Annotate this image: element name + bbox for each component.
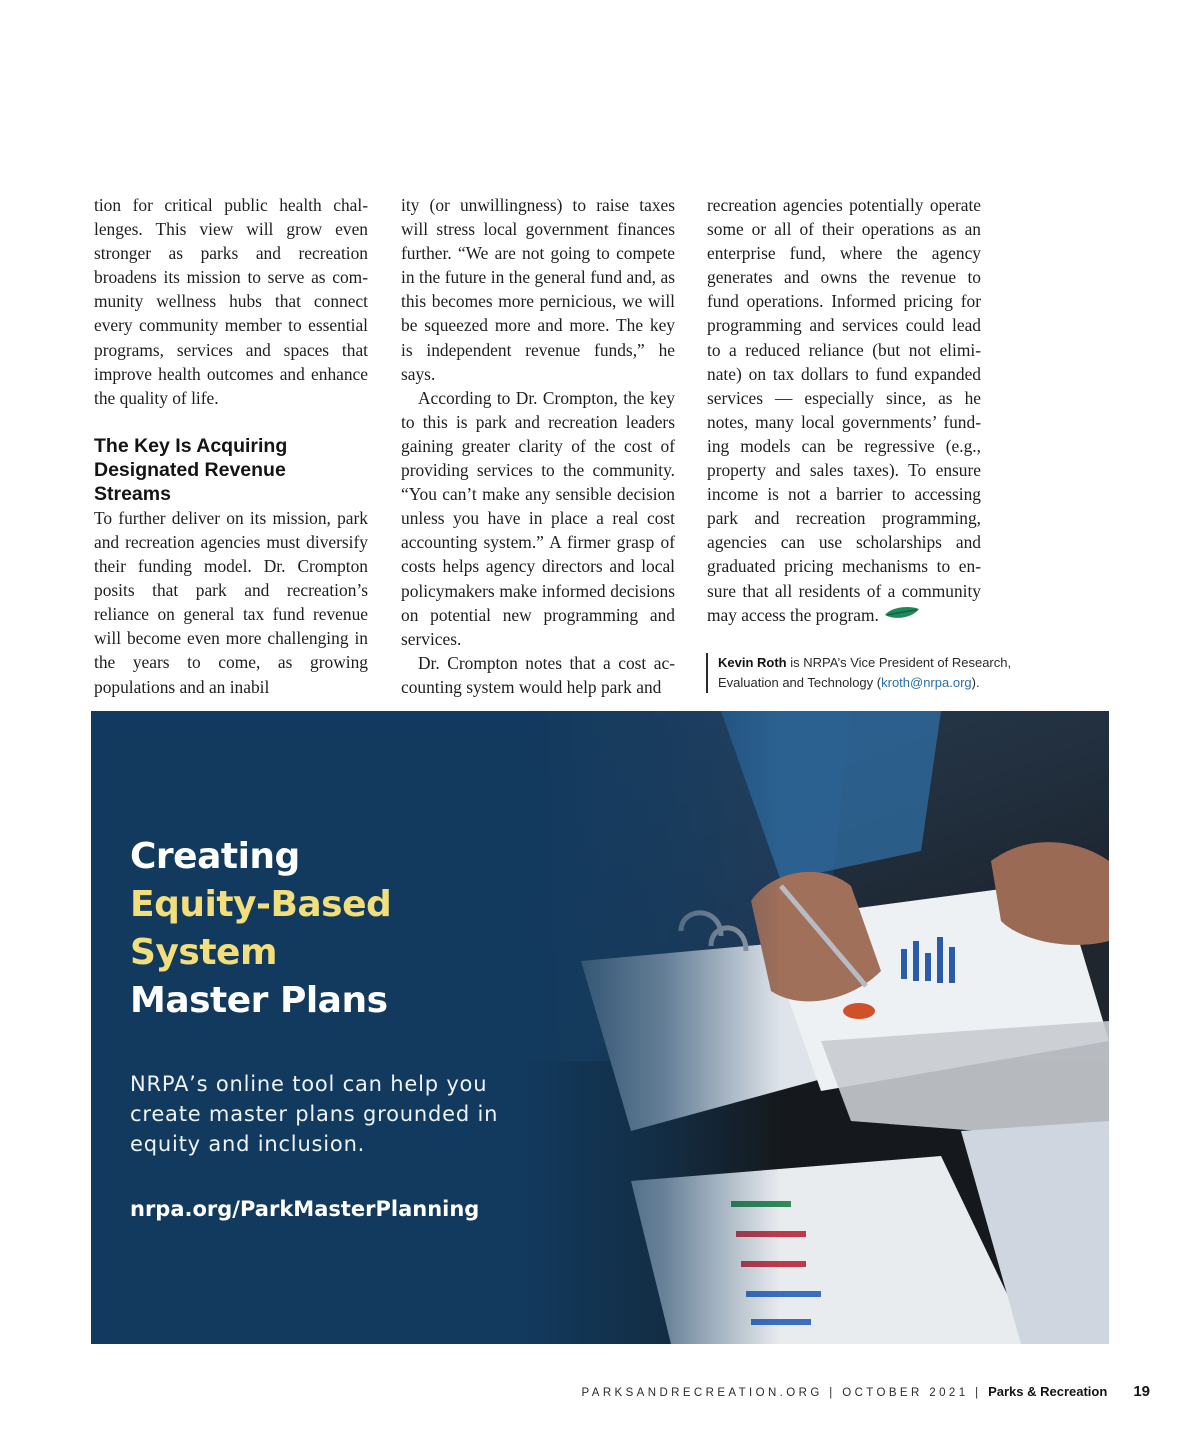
office-documents-photo — [521, 711, 1109, 1344]
article-column-1 — [94, 193, 368, 699]
article-column-3 — [707, 193, 981, 629]
ad-url-link[interactable]: nrpa.org/ParkMasterPlanning — [130, 1197, 480, 1221]
author-name: Kevin Roth — [718, 655, 787, 670]
ad-description: NRPA’s online tool can help you create master plans grounded in equity and inclusion. — [130, 1072, 499, 1156]
photo-gradient-overlay — [521, 711, 781, 1344]
page-footer — [0, 1383, 1150, 1400]
ad-headline-line-2: Equity-Based System — [130, 884, 392, 973]
author-bio-close: ). — [971, 675, 980, 690]
footer-site-date: PARKSANDRECREATION.ORG | OCTOBER 2021 | — [581, 1387, 989, 1399]
article-paragraph: tion for critical public health challenges. This view will grow even stronger as parks and recreation broadens its mission to serve as community wellness hubs that connect every community member to essential programs, services and spaces that improve health outcomes and enhance the quality of life. — [94, 195, 368, 408]
article-paragraph: According to Dr. Crompton, the key to this is park and recreation leaders gaining greater clarity of the cost of providing services to the community. “You can’t make any sensible decision unless you have in place a real cost accounting system.” A firmer grasp of costs helps agency directors and local policymakers make informed decisions on potential new programming and services. — [401, 387, 675, 649]
article-column-2 — [401, 193, 675, 699]
author-bio — [706, 653, 1058, 693]
article-paragraph: Dr. Crompton notes that a cost accounting system would help park and — [401, 652, 675, 697]
ad-headline-line-1: Creating — [130, 836, 300, 877]
article-paragraph: To further deliver on its mission, park and recreation agencies must diversify their funding model. Dr. Crompton posits that park and recreation’s reliance on general tax fund revenue will become even more challenging in the years to come, as growing populations and an inabil — [94, 507, 368, 697]
author-email-link[interactable]: kroth@nrpa.org — [881, 675, 972, 690]
ad-headline-line-3: Master Plans — [130, 980, 388, 1021]
page-number: 19 — [1133, 1383, 1150, 1400]
article-paragraph: ity (or unwillingness) to raise taxes will stress local government finances further. “We are not going to compete in the future in the general fund and, as this becomes more pernicious, we will be squeezed more and more. The key is independent revenue funds,” he says. — [401, 195, 675, 384]
leaf-end-mark-icon — [883, 605, 921, 629]
article-paragraph — [707, 193, 981, 629]
advertisement-banner[interactable] — [91, 711, 1109, 1344]
article-paragraph-text: recreation agencies potentially operate some or all of their operations as an enterprise fund, where the agency generates and owns the revenue to fund operations. Informed pricing for programming and services could lead to a reduced reliance (but not eliminate) on tax dollars to fund expanded services — especially since, as he notes, many local governments’ funding models can be regressive (e.g., property and sales taxes). To ensure income is not a barrier to accessing park and recreation programming, agencies can use scholarships and graduated pricing mechanisms to ensure that all residents of a community may access the program. — [707, 195, 981, 625]
footer-magazine-name: Parks & Recreation — [988, 1384, 1108, 1399]
section-subhead: The Key Is Acquiring Designated Revenue Streams — [94, 434, 288, 505]
author-bio-text: is NRPA’s Vice President of Research, Evaluation and Technology ( — [718, 655, 1012, 690]
ad-headline — [130, 833, 550, 1025]
